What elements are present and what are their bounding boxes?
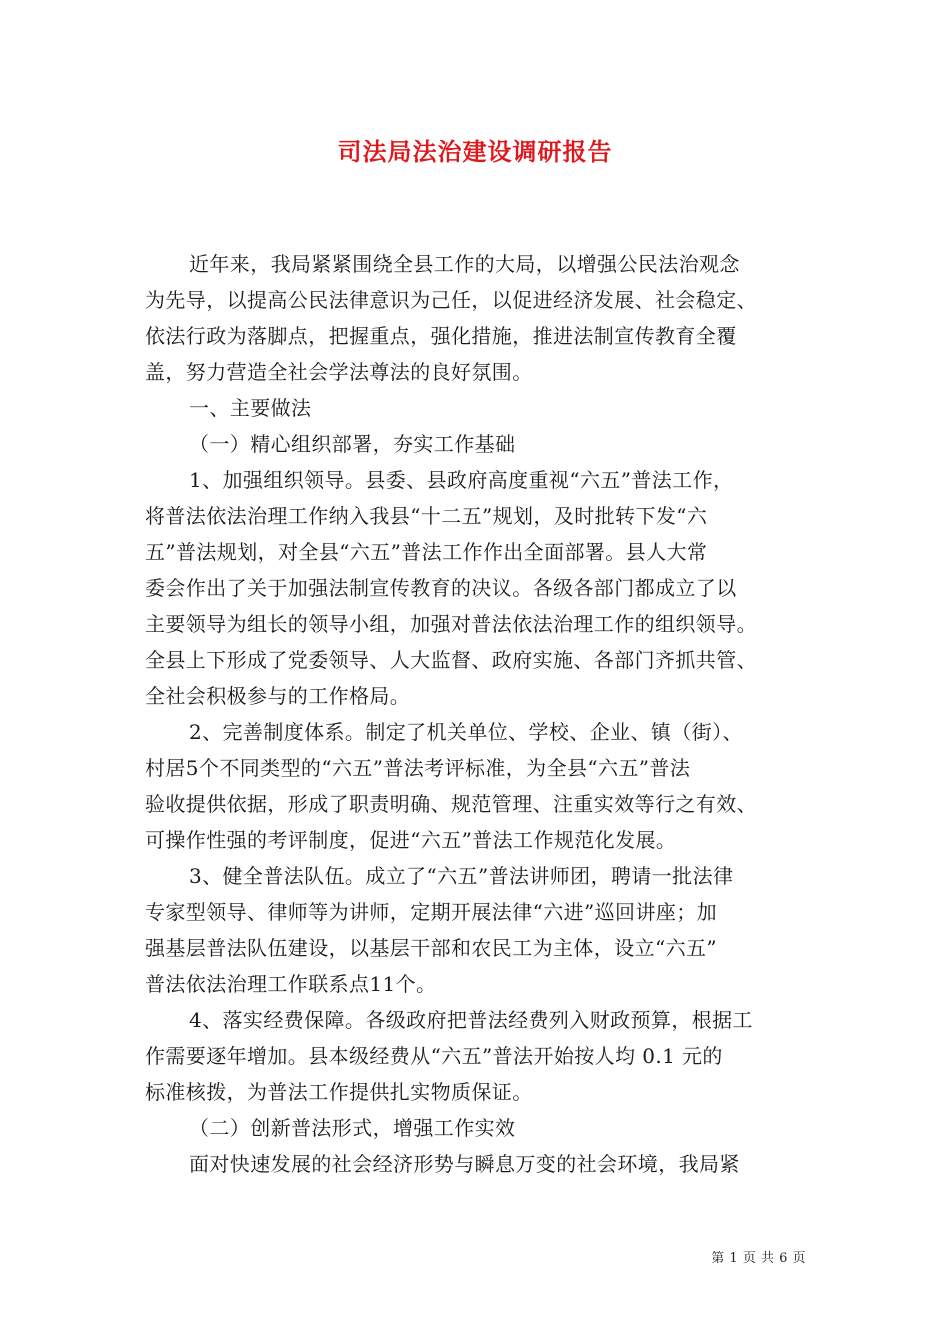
text-line: 主要领导为组长的领导小组，加强对普法依法治理工作的组织领导。 [145, 612, 757, 636]
text-line: 可操作性强的考评制度，促进“六五”普法工作规范化发展。 [145, 828, 677, 852]
text-line: 3、健全普法队伍。成立了“六五”普法讲师团，聘请一批法律 [189, 864, 734, 888]
document-body [145, 246, 821, 1182]
text-line: 强基层普法队伍建设，以基层干部和农民工为主体，设立“六五” [145, 936, 718, 960]
text-line: 4、落实经费保障。各级政府把普法经费列入财政预算，根据工 [189, 1008, 753, 1032]
text-line: 标准核拨，为普法工作提供扎实物质保证。 [145, 1080, 533, 1104]
text-line: 委会作出了关于加强法制宣传教育的决议。各级各部门都成立了以 [145, 576, 737, 600]
text-line: 作需要逐年增加。县本级经费从“六五”普法开始按人均 0.1 元的 [145, 1044, 723, 1068]
text-line: 1、加强组织领导。县委、县政府高度重视“六五”普法工作， [189, 468, 734, 492]
section-heading: 一、主要做法 [189, 396, 312, 420]
text-line: 将普法依法治理工作纳入我县“十二五”规划，及时批转下发“六 [145, 504, 708, 528]
text-line: 盖，努力营造全社会学法尊法的良好氛围。 [145, 360, 533, 384]
text-line: 全县上下形成了党委领导、人大监督、政府实施、各部门齐抓共管、 [145, 648, 757, 672]
text-line: 面对快速发展的社会经济形势与瞬息万变的社会环境，我局紧 [189, 1152, 740, 1176]
subsection-heading: （二）创新普法形式，增强工作实效 [189, 1116, 516, 1140]
text-line: 五”普法规划，对全县“六五”普法工作作出全面部署。县人大常 [145, 540, 708, 564]
text-line: 验收提供依据，形成了职责明确、规范管理、注重实效等行之有效、 [145, 792, 757, 816]
text-line: 全社会积极参与的工作格局。 [145, 684, 411, 708]
page-number-footer: 第 1 页 共 6 页 [711, 1251, 806, 1266]
document-title: 司法局法治建设调研报告 [337, 137, 613, 166]
text-line: 为先导，以提高公民法律意识为己任，以促进经济发展、社会稳定、 [145, 288, 757, 312]
text-line: 2、完善制度体系。制定了机关单位、学校、企业、镇（街）、 [189, 720, 743, 744]
text-line: 普法依法治理工作联系点11个。 [145, 972, 437, 996]
text-line: 近年来，我局紧紧围绕全县工作的大局，以增强公民法治观念 [189, 252, 740, 276]
text-line: 专家型领导、律师等为讲师，定期开展法律“六进”巡回讲座；加 [145, 900, 718, 924]
text-line: 依法行政为落脚点，把握重点，强化措施，推进法制宣传教育全覆 [145, 324, 737, 348]
subsection-heading: （一）精心组织部署，夯实工作基础 [189, 432, 516, 456]
text-line: 村居5个不同类型的“六五”普法考评标准，为全县“六五”普法 [145, 756, 691, 780]
